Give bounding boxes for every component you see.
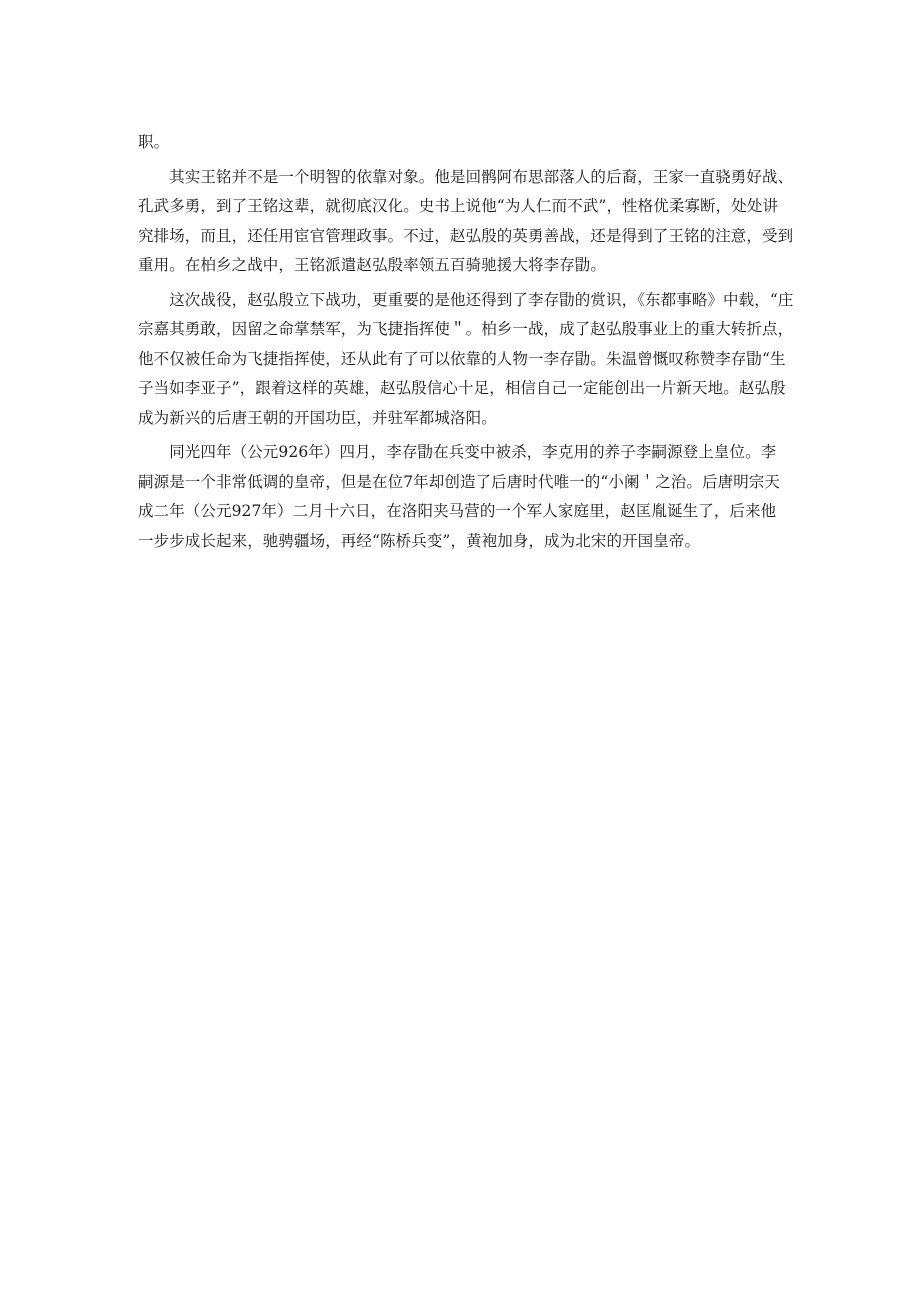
body-text [138, 128, 794, 556]
text-line: 宗嘉其勇敢，因留之命掌禁军，为飞捷指挥使＂。柏乡一战，成了赵弘殷事业上的重大转折点， [138, 320, 794, 338]
text-line: 其实王铭并不是一个明智的依靠对象。他是回鹘阿布思部落人的后裔，王家一直骁勇好战、 [138, 167, 794, 186]
text-line: 成为新兴的后唐王朝的开国功臣，并驻军都城洛阳。 [138, 408, 497, 427]
text-line: 职。 [138, 133, 170, 151]
text-line: 子当如李亚子”，跟着这样的英雄，赵弘殷信心十足，相信自己一定能创出一片新天地。赵弘殷 [138, 379, 786, 397]
text-line: 究排场，而且，还任用宦官管理政事。不过，赵弘殷的英勇善战，还是得到了王铭的注意，受到 [138, 226, 794, 245]
text-line: 重用。在柏乡之战中，王铭派遣赵弘殷率领五百骑驰援大将李存勖。 [138, 256, 607, 274]
text-line: 同光四年（公元926年）四月，李存勖在兵变中被杀，李克用的养子李嗣源登上皇位。李 [138, 443, 777, 461]
text-line: 这次战役，赵弘殷立下战功，更重要的是他还得到了李存勖的赏识，《东都事略》中载，“庄 [138, 290, 794, 309]
text-line: 嗣源是一个非常低调的皇帝，但是在位7年却创造了后唐时代唯一的“小阑＇之治。后唐明宗天 [138, 472, 780, 491]
text-line: 孔武多勇，到了王铭这辈，就彻底汉化。史书上说他“为人仁而不武”，性格优柔寡断，处处讲 [138, 197, 779, 215]
text-line: 一步步成长起来，驰骋疆场，再经“陈桥兵变”，黄袍加身，成为北宋的开国皇帝。 [138, 531, 701, 550]
text-line: 他不仅被任命为飞捷指挥使，还从此有了可以依靠的人物一李存勖。朱温曾慨叹称赞李存勖“生 [138, 349, 786, 368]
text-line: 成二年（公元927年）二月十六日，在洛阳夹马营的一个军人家庭里，赵匡胤诞生了，后来他 [138, 502, 777, 520]
